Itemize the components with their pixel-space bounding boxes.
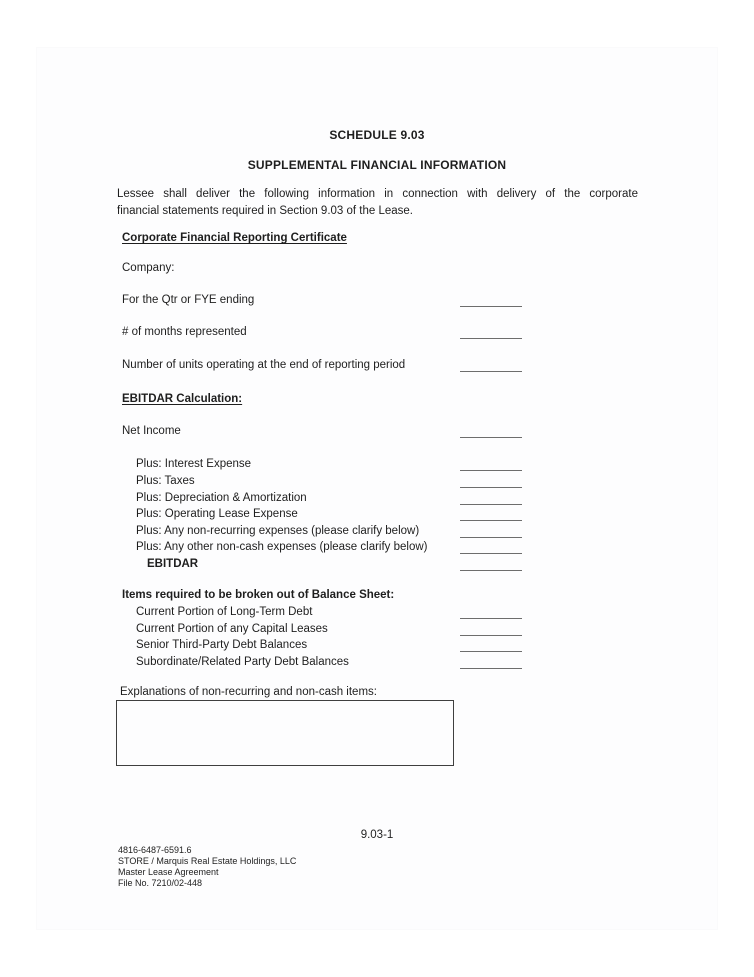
field-row-taxes — [37, 475, 717, 492]
footer-file-no: File No. 7210/02-448 — [118, 878, 203, 888]
field-row-depreciation-amortization — [37, 492, 717, 509]
field-label: Net Income — [122, 425, 181, 437]
balance-sheet-heading: Items required to be broken out of Balance Sheet: — [122, 589, 395, 601]
field-label: Number of units operating at the end of reporting period — [122, 359, 406, 371]
field-label: Plus: Any non-recurring expenses (please clarify below) — [136, 525, 420, 537]
fill-in-line — [460, 607, 522, 619]
fill-in-line — [460, 526, 522, 538]
intro-line-2: financial statements required in Section 9.03 of the Lease. — [117, 205, 413, 217]
intro-line-1: Lessee shall deliver the following information in connection with delivery of the corporate — [117, 188, 638, 200]
field-row-operating-lease — [37, 508, 717, 525]
field-label: Senior Third-Party Debt Balances — [136, 639, 308, 651]
footer-agreement: Master Lease Agreement — [118, 867, 219, 877]
field-row-net-income — [37, 425, 717, 442]
field-row-interest-expense — [37, 458, 717, 475]
footer-block — [118, 845, 296, 889]
field-row-months — [37, 326, 717, 343]
explanations-label: Explanations of non-recurring and non-cash items: — [120, 686, 377, 698]
field-row-capital-leases — [37, 623, 717, 640]
fill-in-line — [460, 493, 522, 505]
fill-in-line — [460, 476, 522, 488]
field-label: Current Portion of Long-Term Debt — [136, 606, 313, 618]
certificate-heading: Corporate Financial Reporting Certificate — [122, 232, 347, 244]
fill-in-line — [460, 327, 522, 339]
field-label: Subordinate/Related Party Debt Balances — [136, 656, 349, 668]
document-page — [37, 48, 717, 929]
field-label: Plus: Operating Lease Expense — [136, 508, 298, 520]
field-row-subordinate-debt — [37, 656, 717, 673]
field-label: # of months represented — [122, 326, 247, 338]
fill-in-line — [460, 426, 522, 438]
ebitdar-heading: EBITDAR Calculation: — [122, 393, 243, 405]
fill-in-line — [460, 640, 522, 652]
field-row-units — [37, 359, 717, 376]
intro-paragraph — [117, 186, 638, 220]
field-label: EBITDAR — [147, 558, 199, 570]
fill-in-line — [460, 624, 522, 636]
footer-doc-id: 4816-6487-6591.6 — [118, 845, 192, 855]
fill-in-line — [460, 295, 522, 307]
field-label: Plus: Taxes — [136, 475, 195, 487]
fill-in-line — [460, 509, 522, 521]
field-label: Plus: Interest Expense — [136, 458, 252, 470]
field-row-non-recurring — [37, 525, 717, 542]
company-label: Company: — [122, 262, 175, 274]
fill-in-line — [460, 360, 522, 372]
fill-in-line — [460, 559, 522, 571]
explanations-box — [116, 700, 454, 766]
field-label: For the Qtr or FYE ending — [122, 294, 255, 306]
footer-company: STORE / Marquis Real Estate Holdings, LLC — [118, 856, 297, 866]
field-row-qtr-fye — [37, 294, 717, 311]
field-row-ebitdar-total — [37, 558, 717, 575]
fill-in-line — [460, 657, 522, 669]
fill-in-line — [460, 459, 522, 471]
field-row-non-cash — [37, 541, 717, 558]
page-number: 9.03-1 — [360, 829, 394, 841]
field-label: Plus: Depreciation & Amortization — [136, 492, 307, 504]
field-label: Plus: Any other non-cash expenses (please clarify below) — [136, 541, 428, 553]
field-label: Current Portion of any Capital Leases — [136, 623, 328, 635]
schedule-title: SCHEDULE 9.03 — [329, 128, 425, 142]
schedule-subtitle: SUPPLEMENTAL FINANCIAL INFORMATION — [247, 158, 507, 172]
fill-in-line — [460, 542, 522, 554]
field-row-senior-debt — [37, 639, 717, 656]
field-row-long-term-debt — [37, 606, 717, 623]
